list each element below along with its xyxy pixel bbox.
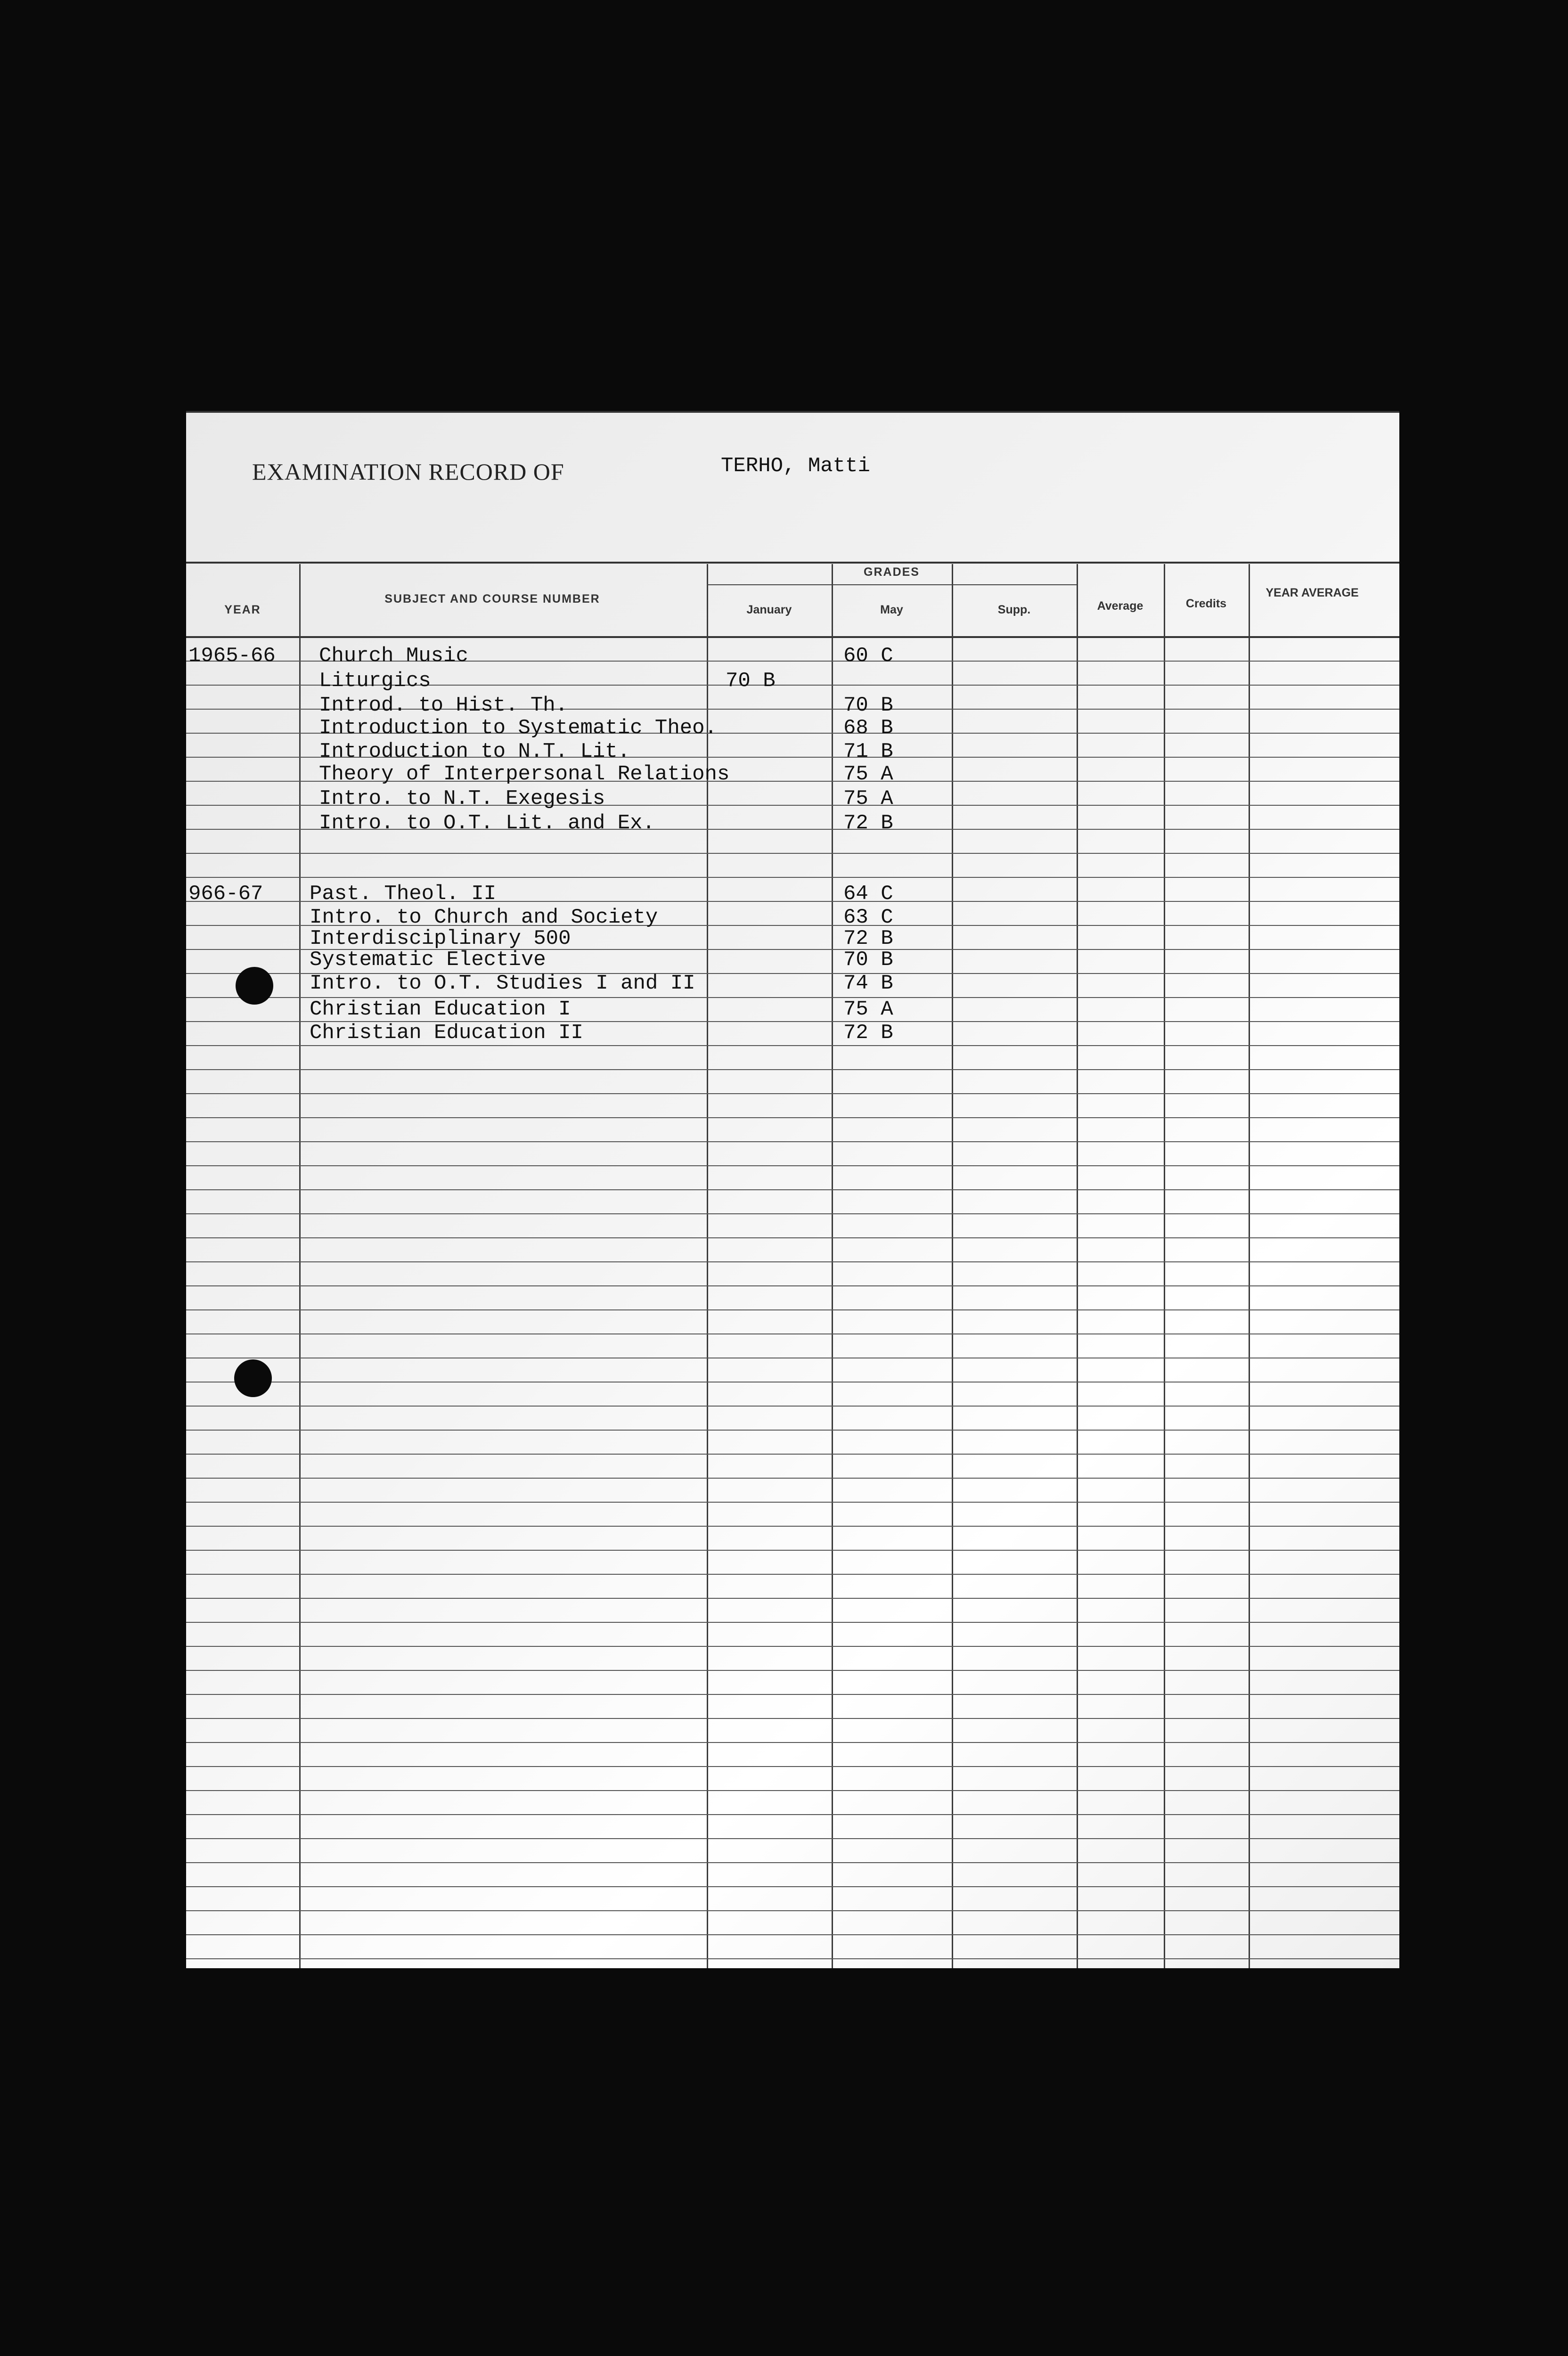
row-subject: Intro. to O.T. Lit. and Ex. (319, 811, 655, 835)
row-may-grade: 68 B (843, 716, 893, 740)
ruled-line (186, 1237, 1399, 1238)
row-subject: Theory of Interpersonal Relations (319, 762, 730, 786)
divider-supp (1077, 564, 1078, 1968)
ruled-line (186, 1069, 1399, 1070)
ruled-line (186, 1165, 1399, 1166)
header-january: January (746, 603, 792, 616)
ruled-line (186, 1502, 1399, 1503)
ruled-line (186, 1213, 1399, 1214)
divider-year (299, 564, 301, 1968)
ruled-line (186, 1261, 1399, 1262)
row-subject: Introduction to N.T. Lit. (319, 740, 630, 763)
row-year: 966-67 (188, 882, 263, 906)
ruled-line (186, 1790, 1399, 1791)
ruled-line (186, 1309, 1399, 1310)
row-subject: Liturgics (319, 669, 431, 693)
ruled-line (186, 1141, 1399, 1142)
ruled-line (186, 1430, 1399, 1431)
row-subject: Introduction to Systematic Theo. (319, 716, 717, 740)
ruled-line (186, 1526, 1399, 1527)
row-subject: Intro. to N.T. Exegesis (319, 787, 605, 810)
punch-hole-upper (236, 967, 273, 1005)
row-may-grade: 75 A (843, 998, 893, 1021)
row-subject: Past. Theol. II (310, 882, 497, 906)
ruled-line (186, 1718, 1399, 1719)
ruled-line (186, 1766, 1399, 1767)
student-name: TERHO, Matti (721, 454, 870, 478)
row-year: 1965-66 (188, 644, 276, 668)
ruled-line (186, 1333, 1399, 1334)
ruled-line (186, 1406, 1399, 1407)
row-subject: Systematic Elective (310, 948, 546, 972)
ruled-line (186, 1646, 1399, 1647)
divider-average (1164, 564, 1165, 1968)
header-year-average: YEAR AVERAGE (1266, 586, 1359, 599)
divider-credits (1249, 564, 1250, 1968)
ruled-line (186, 1838, 1399, 1839)
ruled-line (186, 1045, 1399, 1046)
ruled-line (186, 853, 1399, 854)
divider-may (952, 564, 953, 1968)
grades-subheader-rule (707, 584, 1077, 585)
header-credits: Credits (1185, 597, 1227, 610)
ruled-line (186, 1117, 1399, 1118)
row-may-grade: 63 C (843, 906, 893, 929)
ruled-line (186, 1622, 1399, 1623)
row-may-grade: 64 C (843, 882, 893, 906)
row-january-grade: 70 B (726, 669, 776, 693)
row-subject: Introd. to Hist. Th. (319, 694, 568, 717)
ruled-line (186, 1862, 1399, 1863)
divider-january (832, 564, 833, 1968)
ruled-line (186, 1886, 1399, 1887)
ruled-line (186, 1285, 1399, 1286)
card-top-edge (186, 411, 1399, 413)
ruled-line (186, 1934, 1399, 1935)
row-may-grade: 60 C (843, 644, 893, 668)
ruled-line (186, 1910, 1399, 1911)
row-may-grade: 74 B (843, 972, 893, 995)
ruled-line (186, 877, 1399, 878)
header-top-rule (186, 562, 1399, 564)
ruled-line (186, 1550, 1399, 1551)
ruled-line (186, 1382, 1399, 1383)
row-subject: Intro. to Church and Society (310, 906, 658, 929)
row-may-grade: 72 B (843, 927, 893, 950)
ruled-line (186, 1598, 1399, 1599)
header-bottom-rule (186, 636, 1399, 638)
header-subject: SUBJECT AND COURSE NUMBER (384, 592, 600, 605)
row-may-grade: 72 B (843, 1021, 893, 1045)
record-title: EXAMINATION RECORD OF (252, 458, 564, 485)
ruled-line (186, 1694, 1399, 1695)
ruled-line (186, 1574, 1399, 1575)
ruled-line (186, 1814, 1399, 1815)
row-subject: Christian Education I (310, 998, 571, 1021)
row-subject: Intro. to O.T. Studies I and II (310, 972, 695, 995)
ruled-line (186, 1670, 1399, 1671)
header-may: May (880, 603, 903, 616)
row-subject: Christian Education II (310, 1021, 583, 1045)
row-may-grade: 70 B (843, 948, 893, 972)
header-supp: Supp. (997, 603, 1031, 616)
row-may-grade: 71 B (843, 740, 893, 763)
row-subject: Church Music (319, 644, 468, 668)
ruled-line (186, 1478, 1399, 1479)
header-average: Average (1097, 599, 1143, 613)
ruled-line (186, 1454, 1399, 1455)
ruled-line (186, 1189, 1399, 1190)
ruled-line (186, 1093, 1399, 1094)
header-year: YEAR (224, 603, 261, 616)
row-may-grade: 75 A (843, 787, 893, 810)
header-grades: GRADES (864, 565, 920, 579)
examination-record-card (186, 411, 1399, 1968)
punch-hole-lower (234, 1359, 272, 1397)
row-may-grade: 75 A (843, 762, 893, 786)
ruled-line (186, 1958, 1399, 1959)
ruled-line (186, 1742, 1399, 1743)
row-may-grade: 70 B (843, 694, 893, 717)
row-may-grade: 72 B (843, 811, 893, 835)
row-subject: Interdisciplinary 500 (310, 927, 571, 950)
